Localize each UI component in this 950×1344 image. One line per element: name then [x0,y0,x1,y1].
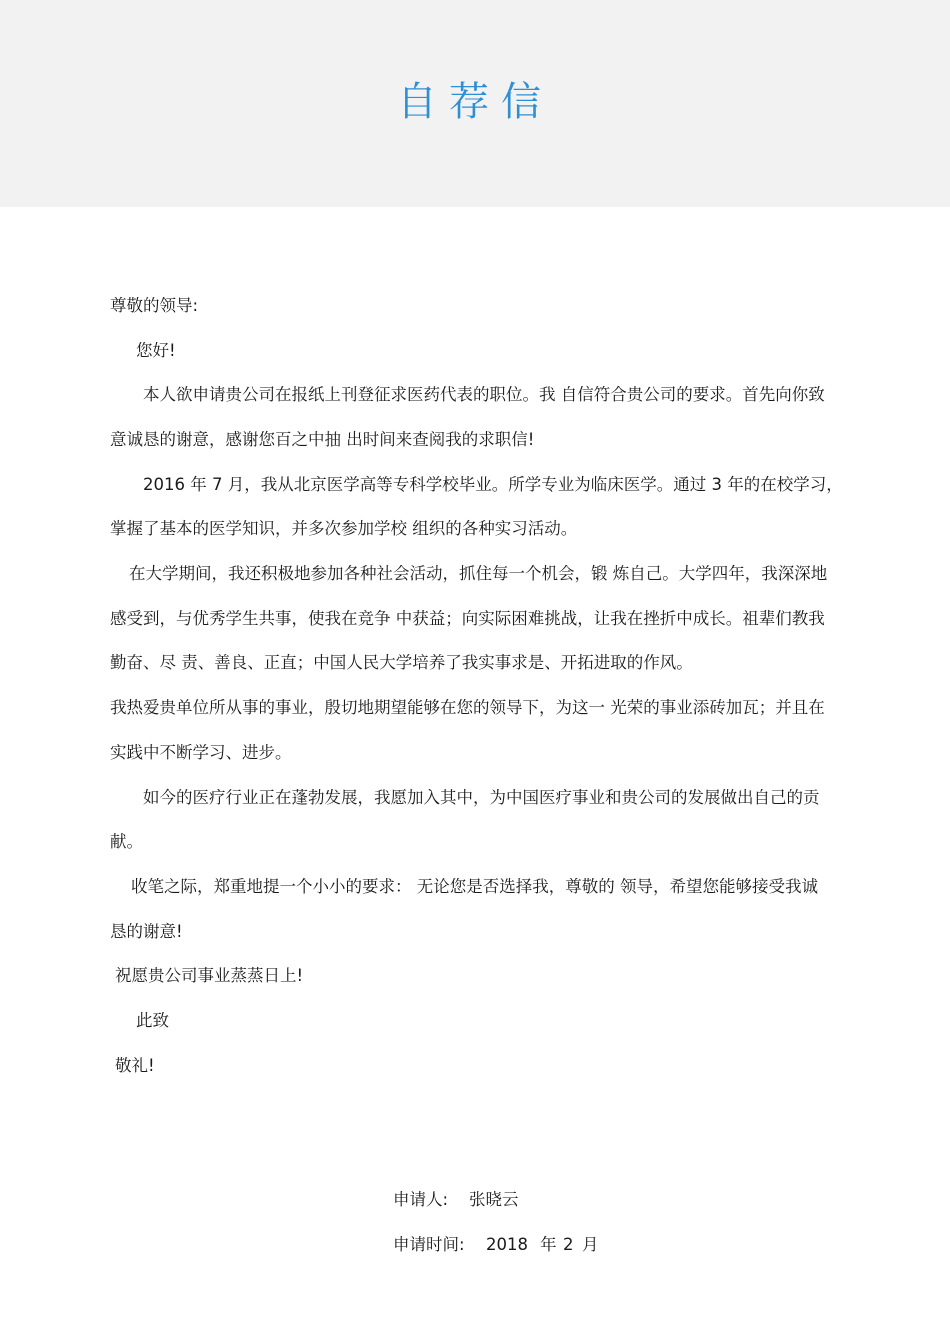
paragraph-line: 感受到，与优秀学生共事，使我在竞争 中获益；向实际困难挑战，让我在挫折中成长。祖辈们教我 [110,609,825,628]
header-banner [0,0,950,207]
paragraph-line: 在大学期间，我还积极地参加各种社会活动，抓住每一个机会，锻 炼自己。大学四年，我深深地 [129,564,828,583]
applicant-label: 申请人: [393,1190,449,1209]
closing-wish: 祝愿贵公司事业蒸蒸日上! [115,966,304,985]
closing-cizhi: 此致 [136,1011,169,1030]
applicant-name: 张晓云 [469,1190,519,1209]
paragraph-line: 收笔之际，郑重地提一个小小的要求： 无论您是否选择我，尊敬的 领导，希望您能够接受我诚 [131,877,818,896]
date-month-unit: 月 [582,1235,599,1254]
date-year-unit: 年 [540,1235,557,1254]
salutation: 尊敬的领导: [110,296,199,315]
date-year: 2018 [486,1235,528,1254]
paragraph-line: 本人欲申请贵公司在报纸上刊登征求医药代表的职位。我 自信符合贵公司的要求。首先向你致 [143,385,825,404]
date-label: 申请时间: [393,1235,465,1254]
paragraph-line: 实践中不断学习、进步。 [110,743,292,762]
greeting: 您好! [136,341,176,360]
paragraph-line: 献。 [110,832,143,851]
page-title: 自荐信 [397,79,553,125]
paragraph-line: 掌握了基本的医学知识，并多次参加学校 组织的各种实习活动。 [110,519,578,538]
paragraph-line: 我热爱贵单位所从事的事业，殷切地期望能够在您的领导下，为这一 光荣的事业添砖加瓦；并且在 [110,698,825,717]
paragraph-line: 意诚恳的谢意，感谢您百之中抽 出时间来查阅我的求职信! [110,430,535,449]
paragraph-line: 恳的谢意! [110,922,183,941]
paragraph-line: 如今的医疗行业正在蓬勃发展，我愿加入其中，为中国医疗事业和贵公司的发展做出自己的贡 [143,788,820,807]
paragraph-line: 2016 年 7 月，我从北京医学高等专科学校毕业。所学专业为临床医学。通过 3 年的在校学习， [143,475,843,494]
date-month: 2 [563,1235,574,1254]
paragraph-line: 勤奋、尽 责、善良、正直；中国人民大学培养了我实事求是、开拓进取的作风。 [110,653,693,672]
closing-jingli: 敬礼! [115,1056,155,1075]
